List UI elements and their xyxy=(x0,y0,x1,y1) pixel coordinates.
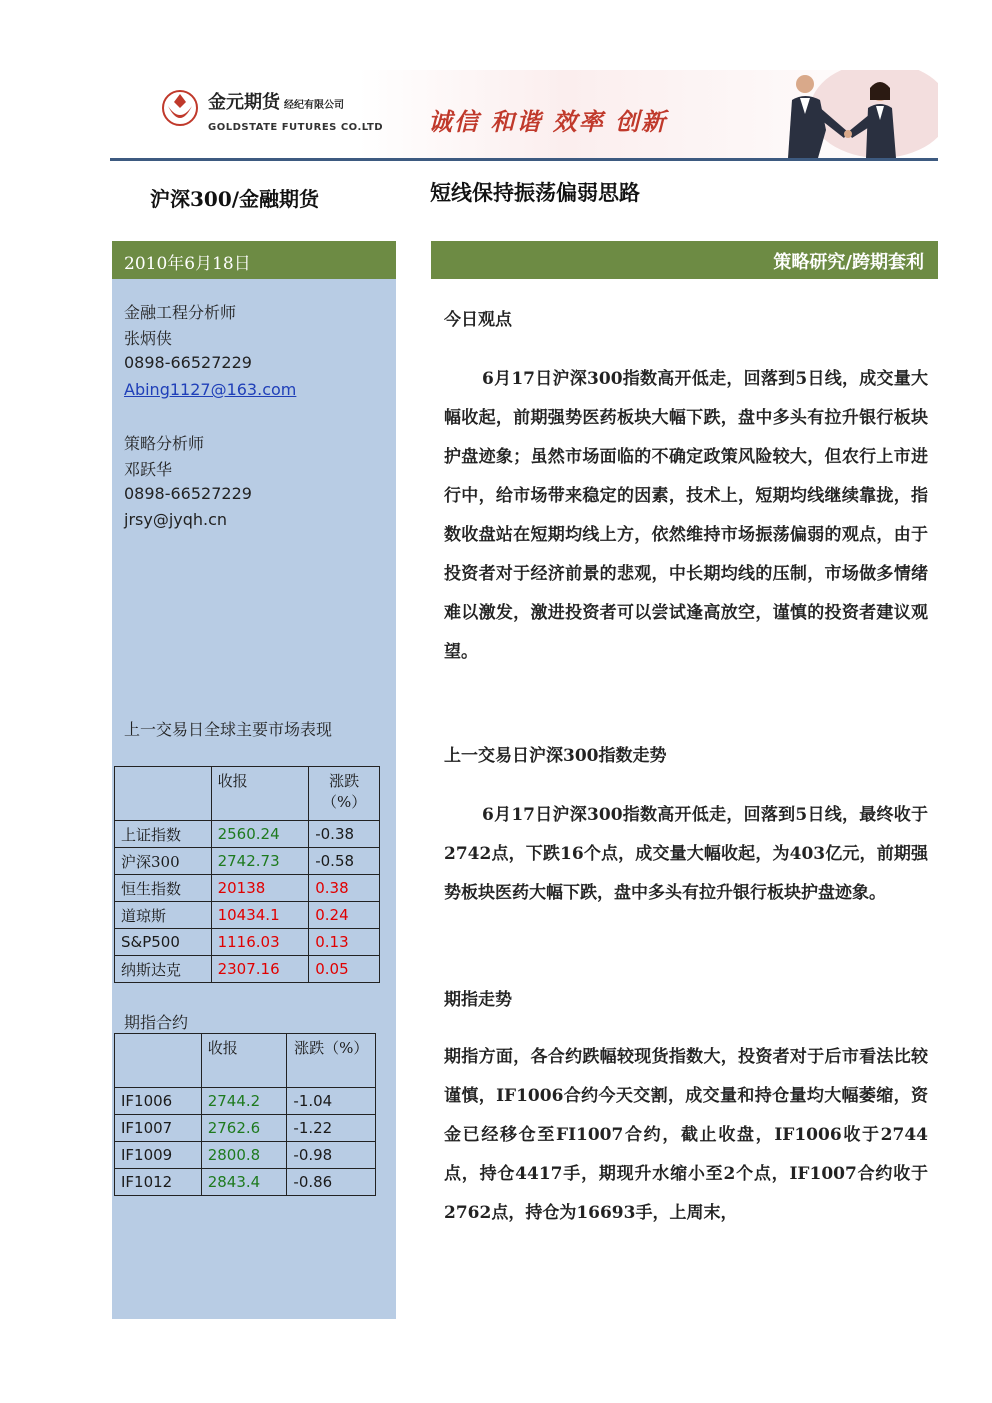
analyst-name: 邓跃华 xyxy=(124,460,173,479)
market-change: 0.24 xyxy=(309,902,380,929)
contract-change: -1.22 xyxy=(287,1115,376,1142)
analyst-role: 金融工程分析师 xyxy=(124,303,237,322)
table-row xyxy=(115,875,380,902)
contract-name: IF1007 xyxy=(115,1115,202,1142)
table-row xyxy=(115,1169,376,1196)
table-header-cell xyxy=(115,767,212,821)
table-row xyxy=(115,1088,376,1115)
contract-change: -0.86 xyxy=(287,1169,376,1196)
market-change: 0.38 xyxy=(309,875,380,902)
analyst-phone: 0898-66527229 xyxy=(124,484,252,503)
market-name: 道琼斯 xyxy=(115,902,212,929)
market-close: 10434.1 xyxy=(211,902,309,929)
paragraph-text: 6月17日沪深300指数高开低走，回落到5日线，成交量大幅收起，前期强势医药板块大幅下跌，盘中多头有拉升银行板块护盘迹象；虽然市场面临的不确定政策风险较大，但农行上市进行中，给市场带来稳定的因素，技术上，短期均线继续靠拢，指数收盘站在短期均线上方，依然维持市场振荡偏弱的观点，由于投资者对于经济前景的悲观，中长期均线的压制，市场做多情绪难以激发，激进投资者可以尝试逢高放空，谨慎的投资者建议观望。 xyxy=(444,369,928,662)
company-name-cn: 金元期货 经纪有限公司 xyxy=(208,92,344,113)
paragraph xyxy=(444,1038,928,1233)
section-heading: 今日观点 xyxy=(444,310,512,330)
table-row xyxy=(115,821,380,848)
analyst-email-link[interactable]: Abing1127@163.com xyxy=(124,380,297,399)
strategy-bar xyxy=(431,241,938,279)
contract-close: 2800.8 xyxy=(201,1142,287,1169)
contract-name: IF1006 xyxy=(115,1088,202,1115)
market-name: 沪深300 xyxy=(115,848,212,875)
market-change: 0.05 xyxy=(309,956,380,983)
contract-close: 2744.2 xyxy=(201,1088,287,1115)
header-underline xyxy=(110,158,415,160)
table-row xyxy=(115,929,380,956)
market-close: 2742.73 xyxy=(211,848,309,875)
market-change: 0.13 xyxy=(309,929,380,956)
contract-change: -0.98 xyxy=(287,1142,376,1169)
section-heading: 期指走势 xyxy=(444,990,512,1010)
strategy-label: 策略研究/跨期套利 xyxy=(773,252,924,273)
market-close: 2560.24 xyxy=(211,821,309,848)
paragraph-text: 期指方面，各合约跌幅较现货指数大，投资者对于后市看法比较谨慎，IF1006合约今天交割，成交量和持仓量均大幅萎缩，资金已经移仓至FI1007合约，截止收盘，IF1006收于2744点，持仓4417手，期现升水缩小至2个点，IF1007合约收于2762点，持仓为16693手，上周末， xyxy=(444,1047,928,1223)
contract-name: IF1009 xyxy=(115,1142,202,1169)
table-row xyxy=(115,902,380,929)
slogan: 诚信 和谐 效率 创新 xyxy=(428,108,668,136)
table-header-row xyxy=(115,767,380,821)
table-header-cell: 收报 xyxy=(211,767,309,821)
contract-name: IF1012 xyxy=(115,1169,202,1196)
market-close: 1116.03 xyxy=(211,929,309,956)
table-header-cell: 涨跌（%） xyxy=(309,767,380,821)
market-name: 纳斯达克 xyxy=(115,956,212,983)
report-date: 2010年6月18日 xyxy=(124,254,251,274)
table-row xyxy=(115,848,380,875)
market-name: S&P500 xyxy=(115,929,212,956)
date-bar xyxy=(112,241,396,279)
table-row xyxy=(115,956,380,983)
company-logo-icon xyxy=(162,88,198,128)
table-header-cell: 收报 xyxy=(201,1034,287,1088)
futures-table xyxy=(114,1033,376,1196)
analyst-email: jrsy@jyqh.cn xyxy=(124,510,228,529)
analyst-name: 张炳侠 xyxy=(124,329,173,348)
paragraph xyxy=(444,796,928,913)
market-change: -0.38 xyxy=(309,821,380,848)
paragraph xyxy=(444,360,928,672)
market-table xyxy=(114,766,380,983)
handshake-image xyxy=(730,70,938,158)
company-name-en: GOLDSTATE FUTURES CO.LTD xyxy=(208,122,384,133)
report-title: 短线保持振荡偏弱思路 xyxy=(430,180,640,205)
section-heading: 上一交易日沪深300指数走势 xyxy=(444,746,667,766)
market-section-label: 上一交易日全球主要市场表现 xyxy=(124,720,333,739)
category-title: 沪深300/金融期货 xyxy=(150,187,320,211)
analyst-role: 策略分析师 xyxy=(124,434,205,453)
market-change: -0.58 xyxy=(309,848,380,875)
table-row xyxy=(115,1115,376,1142)
table-header-row xyxy=(115,1034,376,1088)
market-close: 20138 xyxy=(211,875,309,902)
contract-close: 2843.4 xyxy=(201,1169,287,1196)
market-name: 恒生指数 xyxy=(115,875,212,902)
table-header-cell xyxy=(115,1034,202,1088)
paragraph-text: 6月17日沪深300指数高开低走，回落到5日线，最终收于2742点，下跌16个点，成交量大幅收起，为403亿元，前期强势板块医药大幅下跌，盘中多头有拉升银行板块护盘迹象。 xyxy=(444,805,928,903)
futures-section-label: 期指合约 xyxy=(124,1013,189,1032)
contract-close: 2762.6 xyxy=(201,1115,287,1142)
table-header-cell: 涨跌（%） xyxy=(287,1034,376,1088)
market-name: 上证指数 xyxy=(115,821,212,848)
market-close: 2307.16 xyxy=(211,956,309,983)
header-banner xyxy=(110,70,938,161)
table-row xyxy=(115,1142,376,1169)
contract-change: -1.04 xyxy=(287,1088,376,1115)
analyst-phone: 0898-66527229 xyxy=(124,353,252,372)
